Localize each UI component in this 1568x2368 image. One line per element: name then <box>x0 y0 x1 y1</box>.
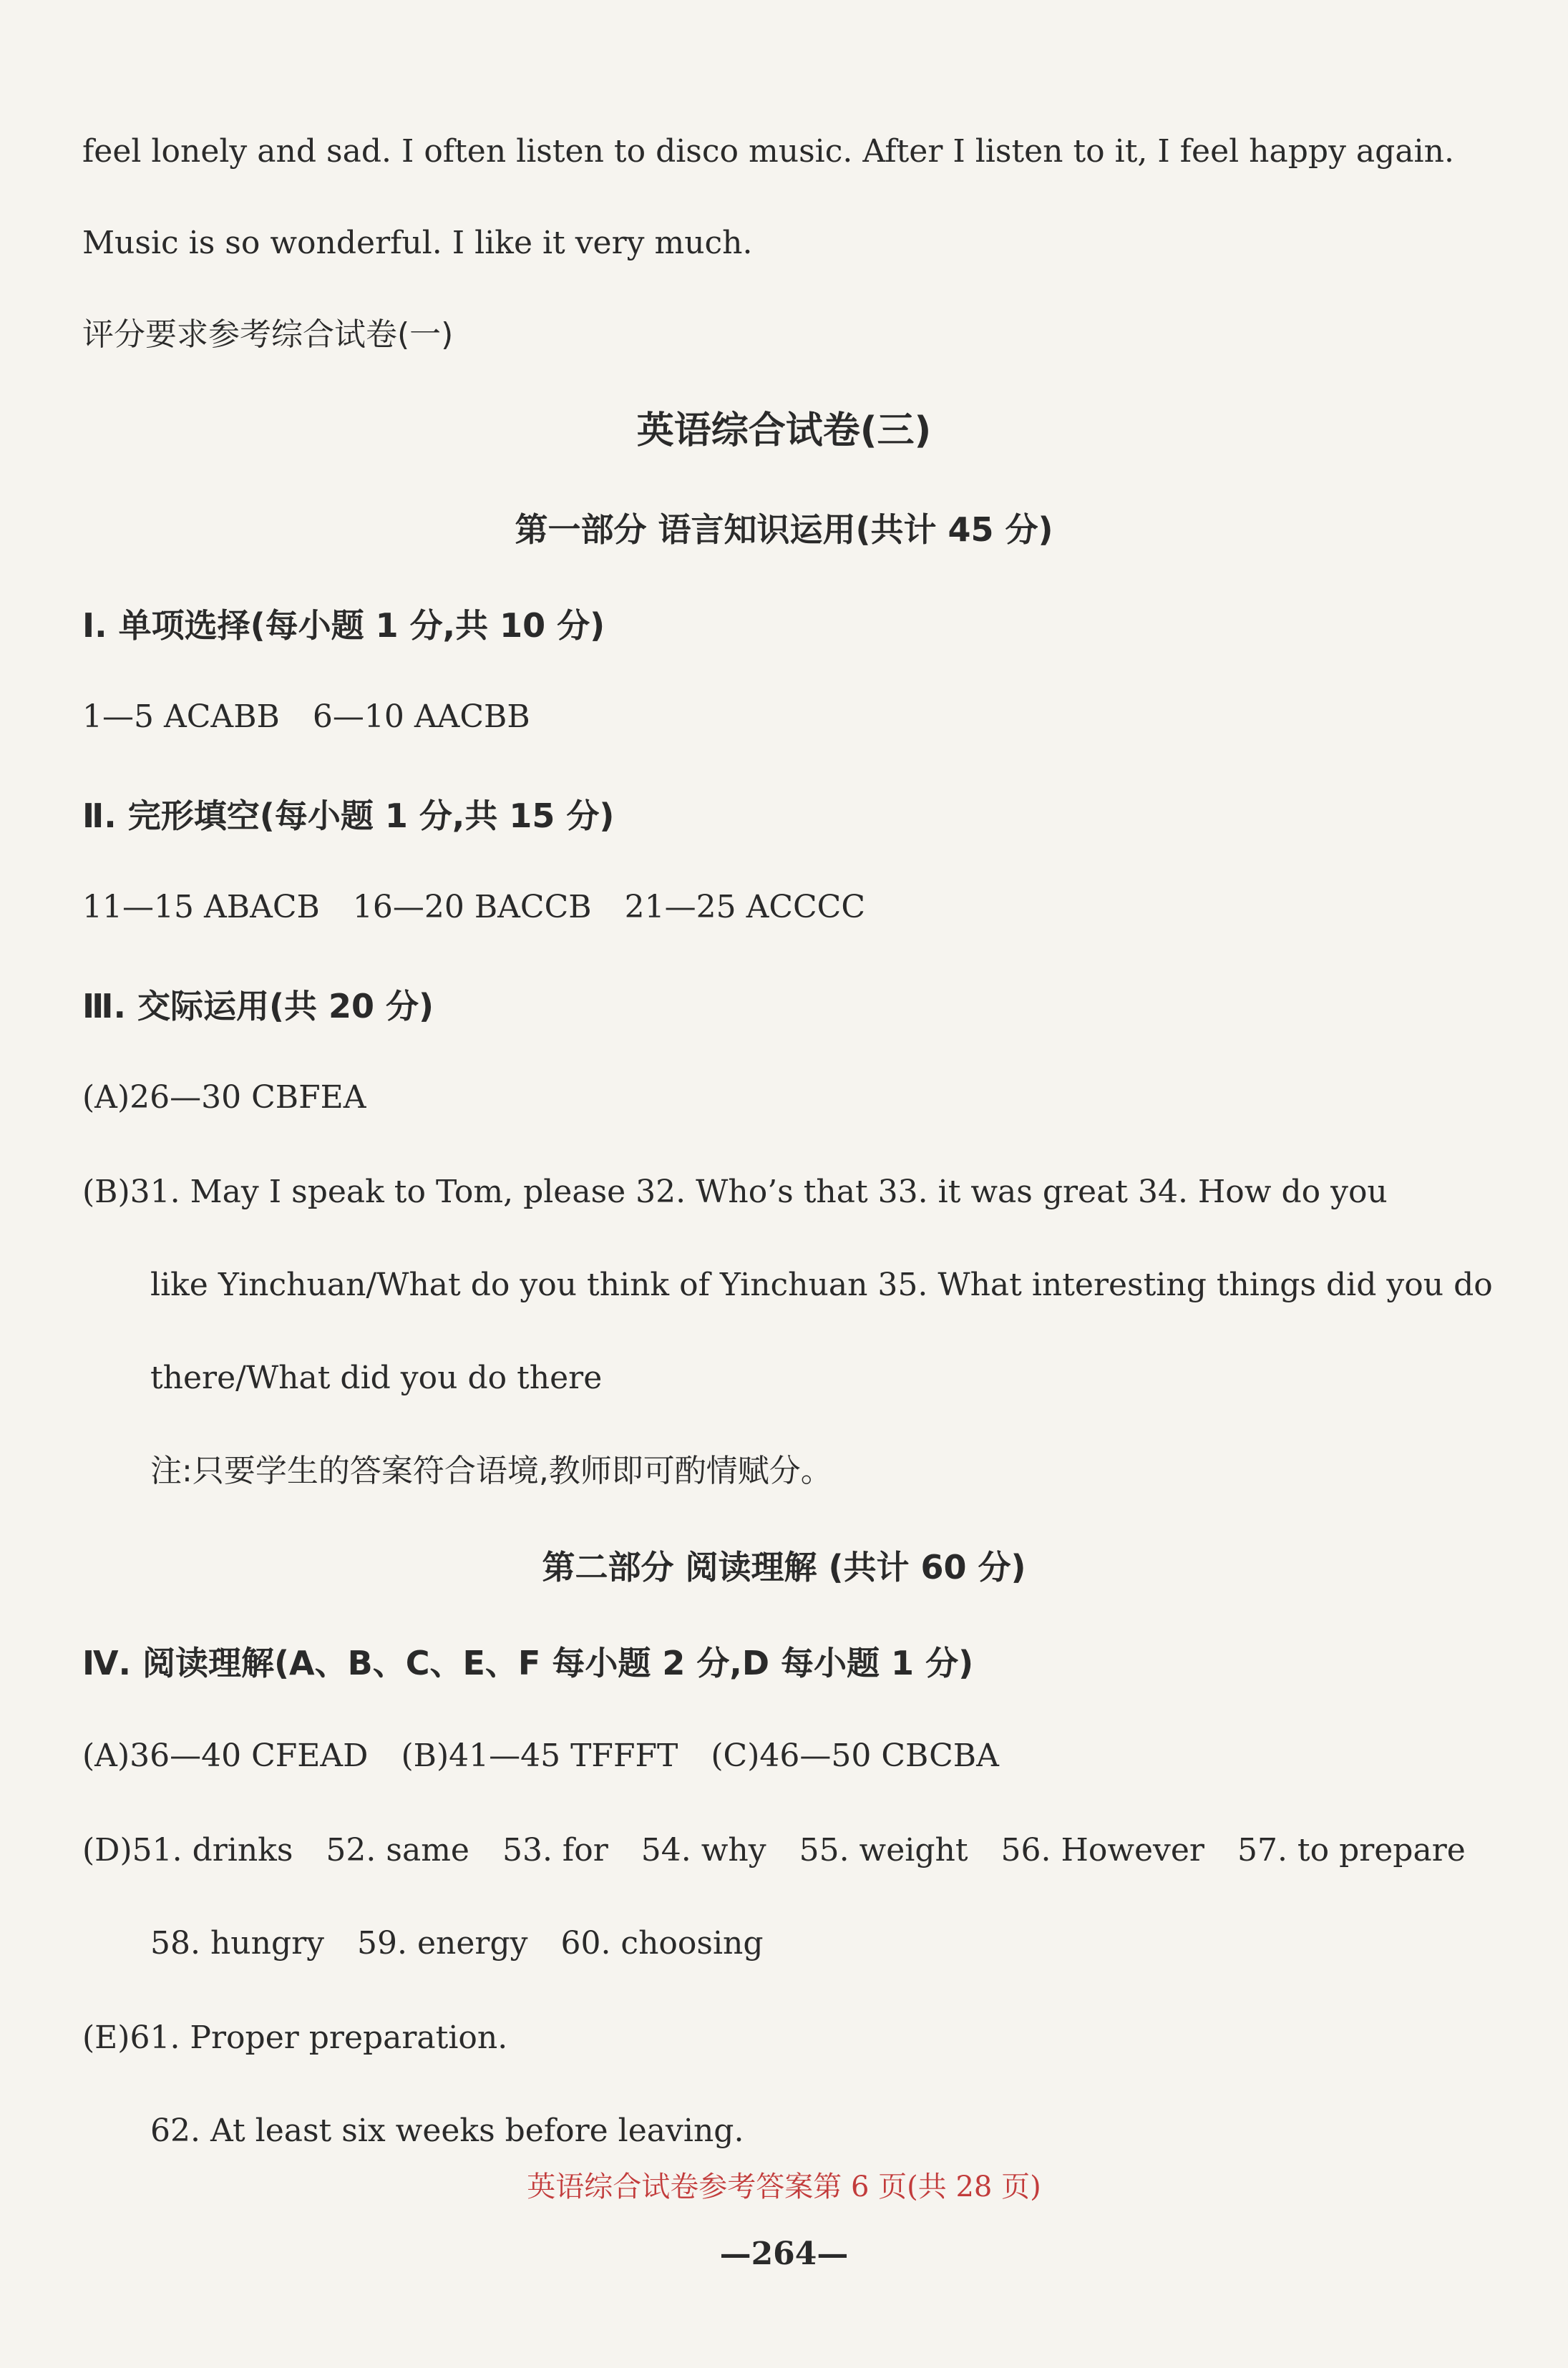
answer-group: 21—25 ACCCC <box>624 889 866 925</box>
scoring-note: 评分要求参考综合试卷(一) <box>82 316 454 353</box>
paragraph-line: Music is so wonderful. I like it very much. <box>82 225 753 261</box>
answer-group: (C)46—50 CBCBA <box>711 1738 999 1774</box>
answer-item: 60. choosing <box>560 1925 764 1962</box>
answer-row <box>82 1735 999 1778</box>
answer-group: 16—20 BACCB <box>352 889 592 925</box>
page-number: —264— <box>719 2236 849 2272</box>
answer-row <box>150 1922 764 1965</box>
answer-item: 52. same <box>326 1832 469 1868</box>
answer-row <box>82 696 530 739</box>
teacher-note: 注:只要学生的答案符合语境,教师即可酌情赋分。 <box>150 1453 832 1489</box>
answer-item: 55. weight <box>799 1832 968 1868</box>
answer-group: (A)36—40 CFEAD <box>82 1738 369 1774</box>
answer-group: 1—5 ACABB <box>82 698 280 735</box>
answer-item: 54. why <box>641 1832 766 1868</box>
section-heading: Ⅲ. 交际运用(共 20 分) <box>82 987 434 1025</box>
section-heading: Ⅳ. 阅读理解(A、B、C、E、F 每小题 2 分,D 每小题 1 分) <box>82 1644 974 1682</box>
answer-row: (E)61. Proper preparation. <box>82 2019 508 2056</box>
section-heading: Ⅰ. 单项选择(每小题 1 分,共 10 分) <box>82 606 605 645</box>
part-heading: 第一部分 语言知识运用(共计 45 分) <box>515 510 1053 549</box>
answer-row <box>82 886 865 929</box>
answer-group: (B)41—45 TFFFT <box>401 1738 678 1774</box>
paper-title: 英语综合试卷(三) <box>636 409 932 452</box>
answer-item: 59. energy <box>357 1925 528 1962</box>
answer-row <box>82 1829 1466 1872</box>
part-heading: 第二部分 阅读理解 (共计 60 分) <box>542 1548 1026 1587</box>
answer-item: 57. to prepare <box>1237 1832 1466 1868</box>
answer-item: (D)51. drinks <box>82 1832 293 1868</box>
answer-item: 53. for <box>502 1832 608 1868</box>
answer-row: there/What did you do there <box>150 1360 603 1396</box>
answer-row: like Yinchuan/What do you think of Yinchuan 35. What interesting things did you do <box>150 1267 1493 1303</box>
answer-group: 6—10 AACBB <box>312 698 530 735</box>
paragraph-line: feel lonely and sad. I often listen to disco music. After I listen to it, I feel happy again. <box>82 133 1454 170</box>
footer-caption: 英语综合试卷参考答案第 6 页(共 28 页) <box>527 2170 1041 2203</box>
section-heading: Ⅱ. 完形填空(每小题 1 分,共 15 分) <box>82 796 615 835</box>
answer-item: 56. However <box>1000 1832 1204 1868</box>
answer-item: 58. hungry <box>150 1925 325 1962</box>
answer-row: (A)26—30 CBFEA <box>82 1079 366 1116</box>
answer-group: 11—15 ABACB <box>82 889 320 925</box>
answer-row: (B)31. May I speak to Tom, please 32. Who’s that 33. it was great 34. How do you <box>82 1174 1388 1210</box>
answer-row: 62. At least six weeks before leaving. <box>150 2113 744 2149</box>
